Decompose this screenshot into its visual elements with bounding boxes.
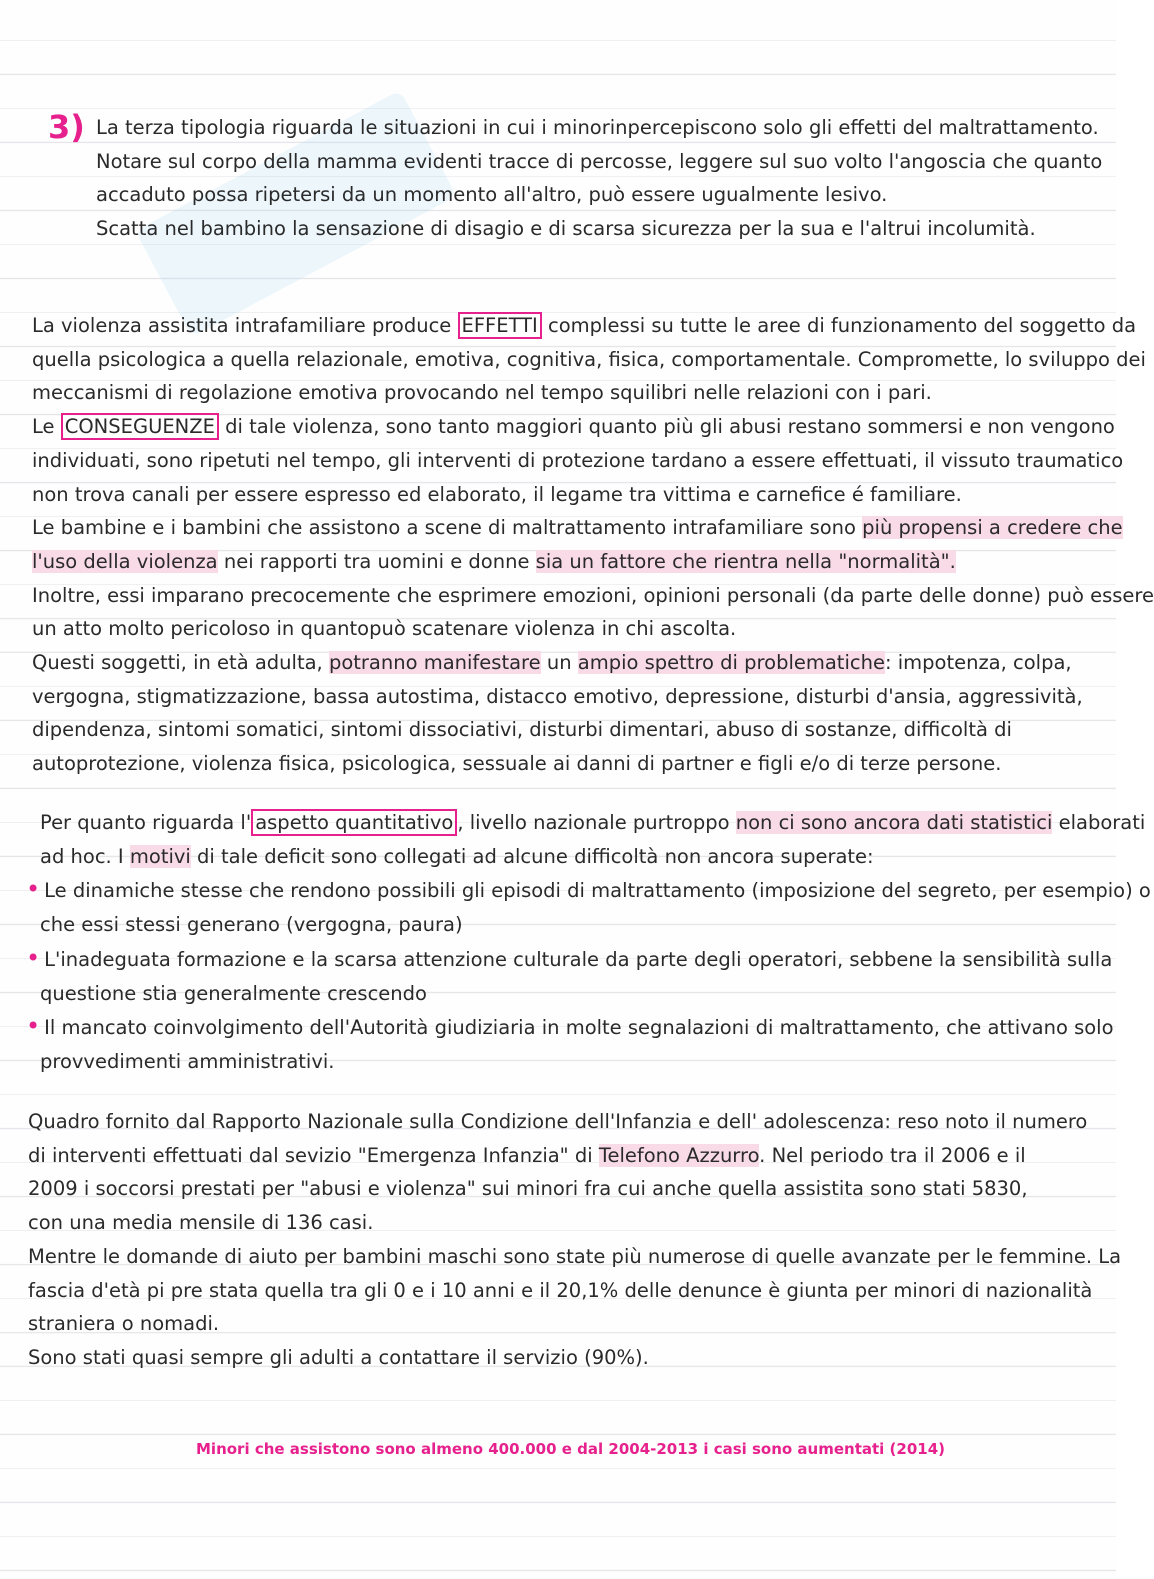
text-span: Il mancato coinvolgimento dell'Autorità giudiziaria in molte segnalazioni di maltrattamento, che attivano solo: [44, 1016, 1114, 1040]
text-line: fascia d'età pi pre stata quella tra gli 0 e i 10 anni e il 20,1% delle denunce è giunta per minori di nazionalità: [28, 1278, 1093, 1302]
text-line: straniera o nomadi.: [28, 1312, 220, 1336]
quadro-paragraph: [28, 1105, 1121, 1375]
highlighted-text: motivi: [129, 844, 191, 868]
bullet-dot-icon: •: [26, 875, 41, 904]
highlighted-text: potranno manifestare: [328, 651, 541, 675]
bullet-dot-icon: •: [26, 1012, 41, 1041]
text-line: [32, 511, 1154, 545]
text-line: La terza tipologia riguarda le situazioni in cui i minorinpercepiscono solo gli effetti del maltrattamento.: [96, 116, 1099, 139]
bullet-item: [26, 1010, 1151, 1045]
text-span: Per quanto riguarda l': [40, 811, 252, 834]
text-line: Notare sul corpo della mamma evidenti tracce di percosse, leggere sul suo volto l'angoscia che quanto: [96, 149, 1103, 173]
text-line: che essi stessi generano (vergogna, paura): [40, 913, 463, 937]
highlighted-text: Telefono Azzurro: [598, 1143, 760, 1167]
text-span: Le: [32, 415, 61, 439]
text-line: quella psicologica a quella relazionale, emotiva, cognitiva, fisica, comportamentale. Compromette, lo sviluppo dei: [32, 347, 1146, 371]
text-line: Inoltre, essi imparano precocemente che esprimere emozioni, opinioni personali (da parte delle donne) può essere: [32, 583, 1154, 607]
text-line: Scatta nel bambino la sensazione di disagio e di scarsa sicurezza per la sua e l'altrui incolumità.: [96, 217, 1036, 241]
section3-paragraph: [96, 111, 1102, 246]
highlighted-text: più propensi a credere che: [862, 516, 1123, 540]
text-line: [40, 806, 1151, 840]
text-span: di tale deficit sono collegati ad alcune difficoltà non ancora superate:: [190, 844, 874, 868]
text-line: autoprotezione, violenza fisica, psicologica, sessuale ai danni di partner e figli e/o di terze persone.: [32, 752, 1002, 776]
text-line: accaduto possa ripetersi da un momento all'altro, può essere ugualmente lesivo.: [96, 183, 888, 207]
text-line: questione stia generalmente crescendo: [40, 981, 427, 1005]
bullet-dot-icon: •: [26, 943, 41, 972]
text-span: : impotenza, colpa,: [884, 651, 1072, 675]
text-span: complessi su tutte le aree di funzionamento del soggetto da: [541, 314, 1137, 337]
boxed-keyword-conseguenze: CONSEGUENZE: [61, 413, 219, 440]
text-span: L'inadeguata formazione e la scarsa attenzione culturale da parte degli operatori, sebbene la sensibilità sulla: [44, 947, 1113, 971]
text-span: La violenza assistita intrafamiliare produce: [32, 314, 458, 337]
text-line: [32, 410, 1154, 444]
text-line: Quadro fornito dal Rapporto Nazionale sulla Condizione dell'Infanzia e dell' adolescenza: reso noto il numero: [28, 1110, 1088, 1133]
section-number: 3): [48, 108, 85, 146]
text-span: di tale violenza, sono tanto maggiori quanto più gli abusi restano sommersi e non vengono: [218, 415, 1115, 439]
text-span: Le bambine e i bambini che assistono a scene di maltrattamento intrafamiliare sono: [32, 516, 863, 540]
highlighted-text: sia un fattore che rientra nella "normalità".: [535, 549, 956, 573]
bullet-item: [26, 942, 1151, 977]
text-line: 2009 i soccorsi prestati per "abusi e violenza" sui minori fra cui anche quella assistita sono stati 5830,: [28, 1177, 1028, 1201]
bullet-item: [26, 873, 1151, 908]
text-line: con una media mensile di 136 casi.: [28, 1211, 374, 1235]
footnote-note: Minori che assistono sono almeno 400.000 e dal 2004-2013 i casi sono aumentati (2014): [196, 1440, 946, 1458]
text-span: Questi soggetti, in età adulta,: [32, 651, 329, 675]
highlighted-text: l'uso della violenza: [32, 549, 218, 573]
text-line: individuati, sono ripetuti nel tempo, gli interventi di protezione tardano a essere effettuati, il vissuto traumatico: [32, 448, 1124, 472]
text-line: [32, 646, 1154, 680]
text-span: elaborati: [1052, 811, 1146, 834]
boxed-keyword-effetti: EFFETTI: [458, 312, 542, 339]
text-span: nei rapporti tra uomini e donne: [217, 549, 536, 573]
text-span: un: [540, 651, 578, 675]
text-span: . Nel periodo tra il 2006 e il: [759, 1143, 1026, 1167]
text-line: [32, 309, 1154, 343]
text-line: [32, 545, 1154, 579]
text-line: Sono stati quasi sempre gli adulti a contattare il servizio (90%).: [28, 1345, 649, 1369]
text-line: vergogna, stigmatizzazione, bassa autostima, distacco emotivo, depressione, disturbi d'ansia, aggressività,: [32, 684, 1083, 708]
text-line: Mentre le domande di aiuto per bambini maschi sono state più numerose di quelle avanzate per le femmine. La: [28, 1244, 1122, 1268]
highlighted-text: non ci sono ancora dati statistici: [735, 811, 1053, 834]
text-line: meccanismi di regolazione emotiva provocando nel tempo squilibri nelle relazioni con i pari.: [32, 381, 932, 405]
highlighted-text: ampio spettro di problematiche: [577, 651, 885, 675]
text-line: provvedimenti amministrativi.: [40, 1049, 335, 1073]
text-line: dipendenza, sintomi somatici, sintomi dissociativi, disturbi dimentari, abuso di sostanze, difficoltà di: [32, 718, 1012, 742]
text-line: [28, 1139, 1121, 1173]
text-span: Le dinamiche stesse che rendono possibili gli episodi di maltrattamento (imposizione del segreto, per esempio) o: [44, 879, 1151, 903]
text-span: di interventi effettuati dal sevizio "Emergenza Infanzia" di: [28, 1143, 599, 1167]
text-line: un atto molto pericoloso in quantopuò scatenare violenza in chi ascolta.: [32, 617, 737, 641]
text-span: ad hoc. I: [40, 844, 130, 868]
text-span: , livello nazionale purtroppo: [457, 811, 736, 834]
effetti-paragraph: [32, 309, 1154, 781]
text-line: non trova canali per essere espresso ed elaborato, il legame tra vittima e carnefice é familiare.: [32, 482, 962, 506]
boxed-keyword-aspetto: aspetto quantitativo: [251, 809, 457, 836]
text-line: [40, 840, 1151, 874]
quantitativo-paragraph: [26, 806, 1151, 1079]
